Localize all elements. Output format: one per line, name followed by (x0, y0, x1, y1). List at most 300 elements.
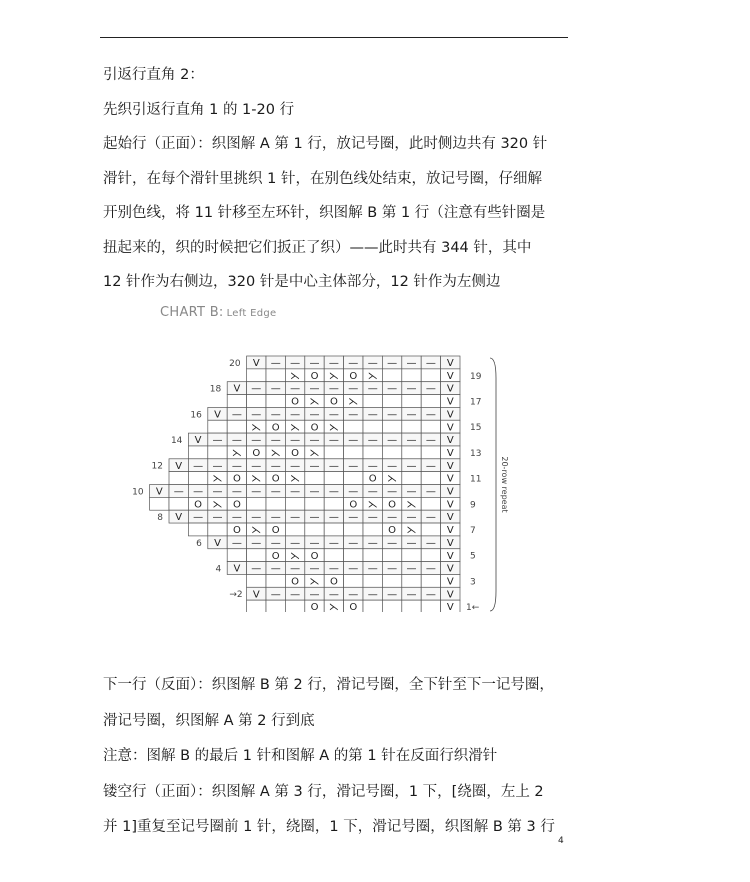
chart-symbol: — (193, 486, 204, 498)
chart-cell (363, 446, 382, 459)
chart-symbol: V (446, 537, 454, 549)
chart-cell (421, 549, 440, 562)
chart-cell (208, 446, 227, 459)
chart-symbol: — (387, 486, 398, 498)
chart-cell (382, 420, 401, 433)
chart-symbol: — (251, 435, 262, 447)
chart-symbol: — (270, 486, 281, 498)
chart-cell (324, 523, 343, 536)
row-label-right: 5 (470, 551, 476, 562)
chart-symbol: — (270, 512, 281, 524)
chart-cell (285, 497, 304, 510)
row-label-left: 6 (196, 538, 202, 549)
chart-symbol: — (270, 383, 281, 395)
chart-symbol: — (367, 563, 378, 575)
chart-symbol: — (290, 512, 301, 524)
chart-symbol: — (270, 358, 281, 370)
chart-symbol: — (328, 435, 339, 447)
chart-symbol: V (175, 460, 183, 472)
row-label-right: 19 (470, 371, 482, 382)
chart-cell (169, 497, 188, 510)
chart-symbol: ⋋ (309, 447, 320, 459)
text-line: 起始行（正面）：织图解 A 第 1 行，放记号圈，此时侧边共有 320 针 (103, 136, 548, 152)
chart-symbol: — (309, 589, 320, 601)
chart-symbol: — (328, 486, 339, 498)
chart-cell (208, 420, 227, 433)
chart-cell (305, 497, 324, 510)
chart-symbol: — (309, 563, 320, 575)
chart-symbol: ⋋ (367, 499, 378, 511)
chart-symbol: ⋋ (387, 473, 398, 485)
chart-cell (266, 369, 285, 382)
chart-symbol: O (349, 370, 358, 382)
chart-symbol: — (367, 435, 378, 447)
row-label-left: 12 (151, 461, 163, 472)
chart-symbol: — (328, 358, 339, 370)
chart-symbol: — (406, 409, 417, 421)
chart-symbol: V (446, 563, 454, 575)
chart-cell (344, 420, 363, 433)
chart-symbol: O (271, 473, 280, 485)
chart-symbol: — (309, 435, 320, 447)
chart-symbol: — (406, 435, 417, 447)
chart-symbol: ⋋ (309, 576, 320, 588)
chart-cell (266, 395, 285, 408)
chart-cell (421, 574, 440, 587)
chart-symbol: — (367, 409, 378, 421)
chart-symbol: — (231, 460, 242, 472)
chart-cell (382, 446, 401, 459)
row-label-left: 14 (170, 436, 183, 447)
chart-symbol: — (290, 409, 301, 421)
chart-cell (363, 523, 382, 536)
chart-symbol: — (251, 460, 262, 472)
chart-cell (227, 395, 246, 408)
chart-symbol: V (446, 499, 454, 511)
chart-cell (247, 600, 266, 612)
chart-symbol: ⋋ (406, 499, 417, 511)
chart-symbol: — (387, 460, 398, 472)
chart-symbol: — (290, 435, 301, 447)
chart-symbol: — (251, 563, 262, 575)
chart-symbol: — (270, 537, 281, 549)
chart-symbol: — (231, 435, 242, 447)
chart-cell (421, 600, 440, 612)
chart-symbol: — (348, 563, 359, 575)
chart-symbol: V (175, 512, 183, 524)
chart-cell (421, 523, 440, 536)
chart-cell (169, 472, 188, 485)
text-line: 先织引返行直角 1 的 1-20 行 (103, 101, 295, 118)
chart-cell (402, 395, 421, 408)
chart-symbol: — (212, 512, 223, 524)
chart-symbol: — (212, 460, 223, 472)
chart-symbol: — (348, 460, 359, 472)
chart-symbol: — (193, 460, 204, 472)
row-label-right: 13 (470, 448, 482, 459)
chart-symbol: — (309, 383, 320, 395)
chart-symbol: V (446, 460, 454, 472)
chart-symbol: ⋋ (251, 422, 262, 434)
chart-symbol: — (387, 589, 398, 601)
chart-symbol: ⋋ (290, 370, 301, 382)
chart-symbol: V (446, 396, 454, 408)
chart-cell (421, 369, 440, 382)
chart-symbol: O (310, 422, 319, 434)
chart-symbol: — (328, 563, 339, 575)
chart-cell (188, 446, 207, 459)
chart-symbol: — (328, 383, 339, 395)
chart-symbol: V (446, 383, 454, 395)
chart-cell (344, 472, 363, 485)
chart-symbol: O (232, 499, 241, 511)
text-line: 下一行（反面）：织图解 B 第 2 行，滑记号圈，全下针至下一记号圈， (103, 677, 554, 693)
chart-symbol: — (231, 409, 242, 421)
chart-symbol: — (251, 409, 262, 421)
chart-symbol: — (193, 512, 204, 524)
row-label-right: 15 (470, 423, 482, 434)
chart-symbol: — (328, 409, 339, 421)
chart-symbol: V (446, 512, 454, 524)
chart-symbol: — (251, 486, 262, 498)
chart-symbol: V (446, 370, 454, 382)
start-arrow-label: 1← (466, 603, 480, 612)
chart-symbol: ⋋ (367, 370, 378, 382)
chart-cell (247, 549, 266, 562)
chart-cell (305, 472, 324, 485)
chart-symbol: — (251, 537, 262, 549)
chart-cell (305, 523, 324, 536)
text-line: 滑记号圈，织图解 A 第 2 行到底 (103, 712, 315, 729)
start-marker-label: →2 (229, 590, 243, 601)
chart-symbol: — (290, 563, 301, 575)
chart-symbol: — (367, 383, 378, 395)
chart-symbol: — (270, 435, 281, 447)
chart-symbol: — (367, 589, 378, 601)
chart-symbol: — (425, 409, 436, 421)
chart-symbol: V (446, 409, 454, 421)
chart-symbol: ⋋ (251, 473, 262, 485)
chart-symbol: — (425, 383, 436, 395)
chart-cell (421, 472, 440, 485)
chart-symbol: — (387, 563, 398, 575)
chart-symbol: — (328, 460, 339, 472)
chart-cell (344, 523, 363, 536)
chart-symbol: — (387, 358, 398, 370)
chart-title-sub: Left Edge (226, 308, 277, 319)
chart-cell (188, 523, 207, 536)
chart-symbol: — (309, 460, 320, 472)
chart-symbol: O (271, 525, 280, 537)
repeat-bracket (490, 358, 496, 611)
chart-symbol: — (406, 383, 417, 395)
chart-symbol: V (214, 409, 221, 421)
chart-symbol: V (446, 486, 454, 498)
chart-symbol: ⋋ (328, 602, 339, 612)
chart-symbol: — (406, 358, 417, 370)
row-label-right: 9 (470, 500, 476, 511)
chart-symbol: — (367, 358, 378, 370)
chart-symbol: — (328, 589, 339, 601)
chart-symbol: ⋋ (290, 550, 301, 562)
chart-cell (247, 497, 266, 510)
text-line: 并 1]重复至记号圈前 1 针，绕圈，1 下，滑记号圈，织图解 B 第 3 行 (103, 819, 555, 835)
chart-cell (363, 420, 382, 433)
text-line: 镂空行（正面）：织图解 A 第 3 行，滑记号圈，1 下，[绕圈，左上 2 (103, 783, 544, 800)
chart-cell (402, 369, 421, 382)
chart-cell (150, 497, 169, 510)
chart-symbol: V (252, 589, 260, 601)
chart-cell (363, 549, 382, 562)
chart-symbol: ⋋ (290, 422, 301, 434)
chart-symbol: — (231, 537, 242, 549)
chart-symbol: V (214, 537, 221, 549)
chart-cell (208, 523, 227, 536)
chart-title (160, 305, 276, 320)
chart-cell (382, 574, 401, 587)
chart-symbol: — (290, 589, 301, 601)
chart-symbol: O (271, 550, 280, 562)
chart-cell (402, 446, 421, 459)
chart-symbol: O (252, 447, 261, 459)
chart-symbol: — (309, 486, 320, 498)
row-label-left: 8 (157, 513, 163, 524)
chart-cell (285, 600, 304, 612)
chart-symbol: ⋋ (270, 447, 281, 459)
chart-symbol: O (291, 447, 300, 459)
chart-symbol: ⋋ (251, 525, 262, 537)
chart-symbol: — (406, 512, 417, 524)
chart-symbol: ⋋ (309, 396, 320, 408)
row-label-left: 10 (132, 487, 144, 498)
chart-symbol: — (387, 435, 398, 447)
chart-symbol: — (309, 409, 320, 421)
chart-symbol: — (348, 486, 359, 498)
chart-symbol: — (309, 537, 320, 549)
chart-cell (402, 549, 421, 562)
chart-title-main: CHART B: (160, 305, 224, 320)
chart-symbol: — (387, 409, 398, 421)
chart-symbol: — (425, 512, 436, 524)
chart-cell (363, 395, 382, 408)
chart-symbol: — (406, 589, 417, 601)
chart-cell (402, 420, 421, 433)
chart-symbol: O (232, 525, 241, 537)
chart-cell (402, 574, 421, 587)
chart-symbol: — (406, 563, 417, 575)
chart-cell (266, 497, 285, 510)
chart-symbol: V (155, 486, 163, 498)
chart-symbol: O (310, 550, 319, 562)
note-line: 注意：图解 B 的最后 1 针和图解 A 的第 1 针在反面行织滑针 (103, 748, 498, 764)
chart-symbol: — (348, 358, 359, 370)
chart-symbol: — (406, 486, 417, 498)
chart-symbol: — (270, 409, 281, 421)
chart-symbol: — (425, 563, 436, 575)
row-label-right: 7 (470, 525, 476, 536)
chart-symbol: — (309, 512, 320, 524)
chart-symbol: O (232, 473, 241, 485)
chart-symbol: — (231, 486, 242, 498)
chart-symbol: — (290, 383, 301, 395)
chart-symbol: — (425, 435, 436, 447)
chart-symbol: — (425, 460, 436, 472)
chart-symbol: — (387, 537, 398, 549)
chart-symbol: ⋋ (348, 396, 359, 408)
chart-cell (227, 420, 246, 433)
chart-cell (421, 446, 440, 459)
chart-cell (344, 446, 363, 459)
chart-symbol: — (367, 512, 378, 524)
chart-symbol: O (310, 370, 319, 382)
chart-symbol: — (251, 512, 262, 524)
chart-symbol: — (406, 537, 417, 549)
chart-symbol: V (446, 589, 454, 601)
row-label-right: 11 (470, 474, 482, 485)
chart-symbol: ⋋ (290, 473, 301, 485)
chart-cell (324, 549, 343, 562)
row-label-left: 16 (190, 410, 202, 421)
chart-symbol: — (290, 486, 301, 498)
text-line: 12 针作为右侧边，320 针是中心主体部分，12 针作为左侧边 (103, 274, 501, 290)
chart-symbol: — (290, 358, 301, 370)
page-number: 4 (558, 836, 564, 846)
chart-symbol: O (271, 422, 280, 434)
chart-symbol: V (446, 602, 454, 612)
chart-cell (344, 549, 363, 562)
chart-cell (266, 574, 285, 587)
chart-symbol: O (349, 499, 358, 511)
chart-symbol: — (270, 563, 281, 575)
chart-symbol: V (446, 525, 454, 537)
chart-symbol: O (388, 499, 397, 511)
chart-symbol: V (446, 435, 454, 447)
chart-symbol: — (212, 435, 223, 447)
chart-symbol: V (446, 422, 454, 434)
chart-symbol: V (446, 473, 454, 485)
chart-symbol: — (231, 512, 242, 524)
chart-cell (402, 600, 421, 612)
row-label-left: 4 (215, 564, 222, 575)
chart-cell (382, 600, 401, 612)
text-line: 开别色线，将 11 针移至左环针，织图解 B 第 1 行（注意有些针圈是 (103, 205, 546, 221)
chart-cell (247, 395, 266, 408)
chart-symbol: — (348, 409, 359, 421)
chart-cell (247, 369, 266, 382)
chart-symbol: — (270, 460, 281, 472)
chart-symbol: V (233, 383, 241, 395)
chart-symbol: — (425, 589, 436, 601)
row-label-left: 20 (229, 358, 241, 369)
text-line: 扭起来的，织的时候把它们扳正了织）——此时共有 344 针，其中 (103, 239, 532, 256)
chart-symbol: O (349, 602, 358, 612)
top-divider (100, 37, 568, 38)
chart-symbol: ⋋ (328, 370, 339, 382)
chart-symbol: — (425, 537, 436, 549)
chart-symbol: — (173, 486, 184, 498)
chart-symbol: — (406, 460, 417, 472)
chart-cell (344, 574, 363, 587)
chart-symbol: O (310, 602, 319, 612)
chart-symbol: ⋋ (231, 447, 242, 459)
chart-cell (324, 497, 343, 510)
chart-symbol: — (328, 537, 339, 549)
chart-cell (363, 600, 382, 612)
instructions-top (103, 58, 573, 300)
chart-symbol: ⋋ (406, 525, 417, 537)
chart-symbol: — (367, 486, 378, 498)
chart-cell (324, 446, 343, 459)
chart-symbol: ⋋ (212, 473, 223, 485)
row-label-right: 3 (470, 577, 476, 588)
chart-cell (363, 574, 382, 587)
row-label-left: 18 (209, 384, 222, 395)
chart-cell (188, 472, 207, 485)
chart-symbol: V (446, 576, 454, 588)
chart-cell (421, 420, 440, 433)
row-label-right: 17 (470, 397, 482, 408)
chart-symbol: — (425, 486, 436, 498)
chart-symbol: — (348, 537, 359, 549)
chart-symbol: — (348, 512, 359, 524)
chart-symbol: O (291, 396, 300, 408)
chart-symbol: — (367, 460, 378, 472)
chart-symbol: V (233, 563, 241, 575)
chart-symbol: O (194, 499, 203, 511)
chart-cell (227, 549, 246, 562)
chart-symbol: ⋋ (212, 499, 223, 511)
chart-symbol: V (446, 447, 454, 459)
chart-cell (324, 472, 343, 485)
chart-symbol: V (446, 358, 454, 370)
chart-symbol: V (194, 435, 202, 447)
knitting-chart (130, 350, 530, 612)
chart-cell (266, 600, 285, 612)
chart-symbol: — (328, 512, 339, 524)
chart-symbol: — (212, 486, 223, 498)
chart-symbol: — (387, 512, 398, 524)
chart-symbol: V (252, 358, 260, 370)
instructions-bottom (103, 668, 573, 846)
repeat-label: 20-row repeat (500, 456, 509, 513)
chart-symbol: O (329, 576, 338, 588)
section-heading: 引返行直角 2： (103, 67, 204, 83)
chart-cell (402, 472, 421, 485)
chart-symbol: ⋋ (328, 422, 339, 434)
chart-symbol: — (367, 537, 378, 549)
chart-symbol: — (348, 589, 359, 601)
chart-symbol: — (425, 358, 436, 370)
chart-cell (382, 395, 401, 408)
chart-cell (247, 574, 266, 587)
chart-symbol: — (348, 435, 359, 447)
chart-symbol: V (446, 550, 454, 562)
text-line: 滑针，在每个滑针里挑织 1 针，在别色线处结束，放记号圈，仔细解 (103, 170, 542, 187)
chart-symbol: — (290, 460, 301, 472)
chart-symbol: — (309, 358, 320, 370)
chart-cell (382, 369, 401, 382)
chart-symbol: O (291, 576, 300, 588)
chart-symbol: O (329, 396, 338, 408)
chart-cell (421, 497, 440, 510)
chart-symbol: — (348, 383, 359, 395)
chart-symbol: — (251, 383, 262, 395)
chart-symbol: — (387, 383, 398, 395)
chart-symbol: O (368, 473, 377, 485)
chart-cell (382, 549, 401, 562)
chart-symbol: — (290, 537, 301, 549)
chart-cell (421, 395, 440, 408)
